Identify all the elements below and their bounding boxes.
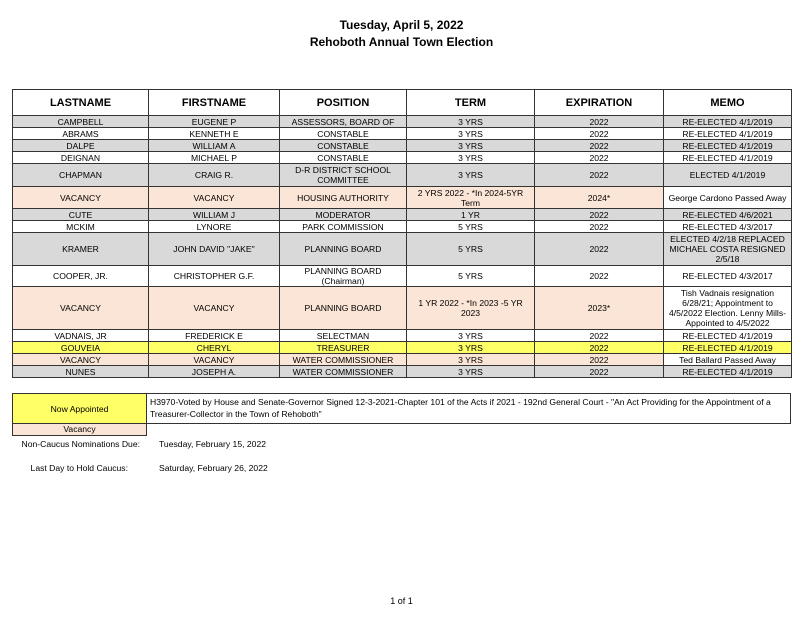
cell-position: PLANNING BOARD bbox=[280, 287, 407, 330]
col-header-firstname: FIRSTNAME bbox=[149, 90, 280, 116]
cell-term: 3 YRS bbox=[407, 140, 535, 152]
table-row bbox=[13, 164, 792, 187]
cell-term: 5 YRS bbox=[407, 221, 535, 233]
cell-lastname: ABRAMS bbox=[13, 128, 149, 140]
cell-firstname: VACANCY bbox=[149, 187, 280, 209]
cell-lastname: DALPE bbox=[13, 140, 149, 152]
cell-memo: Tish Vadnais resignation 6/28/21; Appointment to 4/5/2022 Election. Lenny Mills-Appointed to 4/5/2022 bbox=[664, 287, 792, 330]
cell-position: CONSTABLE bbox=[280, 140, 407, 152]
cell-term: 3 YRS bbox=[407, 164, 535, 187]
table-row bbox=[13, 187, 792, 209]
document-title: Tuesday, April 5, 2022 bbox=[339, 18, 464, 32]
cell-expiration: 2022 bbox=[535, 342, 664, 354]
cell-firstname: EUGENE P bbox=[149, 116, 280, 128]
cell-firstname: JOSEPH A. bbox=[149, 366, 280, 378]
cell-expiration: 2022 bbox=[535, 128, 664, 140]
cell-memo: RE-ELECTED 4/1/2019 bbox=[664, 116, 792, 128]
cell-position: PLANNING BOARD (Chairman) bbox=[280, 266, 407, 287]
cell-lastname: CUTE bbox=[13, 209, 149, 221]
cell-lastname: MCKIM bbox=[13, 221, 149, 233]
table-row bbox=[13, 354, 792, 366]
cell-lastname: DEIGNAN bbox=[13, 152, 149, 164]
cell-memo: ELECTED 4/1/2019 bbox=[664, 164, 792, 187]
cell-term: 3 YRS bbox=[407, 152, 535, 164]
cell-lastname: NUNES bbox=[13, 366, 149, 378]
cell-memo: RE-ELECTED 4/1/2019 bbox=[664, 140, 792, 152]
cell-memo: George Cardono Passed Away bbox=[664, 187, 792, 209]
table-header-row bbox=[13, 90, 792, 116]
caucus-date: Saturday, February 26, 2022 bbox=[159, 463, 268, 473]
cell-lastname: VACANCY bbox=[13, 287, 149, 330]
cell-firstname: WILLIAM J bbox=[149, 209, 280, 221]
election-table bbox=[12, 89, 792, 378]
cell-expiration: 2022 bbox=[535, 366, 664, 378]
cell-memo: RE-ELECTED 4/3/2017 bbox=[664, 266, 792, 287]
cell-expiration: 2022 bbox=[535, 221, 664, 233]
cell-position: PLANNING BOARD bbox=[280, 233, 407, 266]
table-row bbox=[13, 266, 792, 287]
cell-lastname: GOUVEIA bbox=[13, 342, 149, 354]
cell-firstname: VACANCY bbox=[149, 354, 280, 366]
cell-lastname: COOPER, JR. bbox=[13, 266, 149, 287]
cell-expiration: 2024* bbox=[535, 187, 664, 209]
cell-term: 5 YRS bbox=[407, 233, 535, 266]
cell-memo: RE-ELECTED 4/6/2021 bbox=[664, 209, 792, 221]
cell-lastname: KRAMER bbox=[13, 233, 149, 266]
cell-lastname: CHAPMAN bbox=[13, 164, 149, 187]
cell-expiration: 2022 bbox=[535, 266, 664, 287]
cell-term: 1 YR 2022 - *In 2023 -5 YR 2023 bbox=[407, 287, 535, 330]
cell-term: 3 YRS bbox=[407, 116, 535, 128]
cell-term: 2 YRS 2022 - *In 2024-5YR Term bbox=[407, 187, 535, 209]
table-row bbox=[13, 128, 792, 140]
table-row bbox=[13, 221, 792, 233]
table-row bbox=[13, 287, 792, 330]
cell-memo: Ted Ballard Passed Away bbox=[664, 354, 792, 366]
noncaucus-label: Non-Caucus Nominations Due: bbox=[21, 439, 140, 449]
now-appointed-legend: Now Appointed bbox=[12, 393, 147, 424]
table-row bbox=[13, 116, 792, 128]
cell-firstname: LYNORE bbox=[149, 221, 280, 233]
table-row bbox=[13, 342, 792, 354]
cell-memo: RE-ELECTED 4/1/2019 bbox=[664, 366, 792, 378]
cell-term: 3 YRS bbox=[407, 330, 535, 342]
cell-firstname: KENNETH E bbox=[149, 128, 280, 140]
cell-firstname: CRAIG R. bbox=[149, 164, 280, 187]
cell-term: 3 YRS bbox=[407, 354, 535, 366]
cell-expiration: 2022 bbox=[535, 354, 664, 366]
cell-firstname: CHERYL bbox=[149, 342, 280, 354]
cell-memo: RE-ELECTED 4/1/2019 bbox=[664, 128, 792, 140]
cell-memo: RE-ELECTED 4/1/2019 bbox=[664, 342, 792, 354]
cell-position: ASSESSORS, BOARD OF bbox=[280, 116, 407, 128]
cell-term: 1 YR bbox=[407, 209, 535, 221]
col-header-position: POSITION bbox=[280, 90, 407, 116]
cell-position: MODERATOR bbox=[280, 209, 407, 221]
vacancy-legend: Vacancy bbox=[12, 424, 147, 436]
cell-expiration: 2022 bbox=[535, 152, 664, 164]
cell-lastname: VACANCY bbox=[13, 187, 149, 209]
cell-firstname: JOHN DAVID "JAKE" bbox=[149, 233, 280, 266]
cell-position: TREASURER bbox=[280, 342, 407, 354]
table-row bbox=[13, 140, 792, 152]
cell-position: D-R DISTRICT SCHOOL COMMITTEE bbox=[280, 164, 407, 187]
cell-lastname: CAMPBELL bbox=[13, 116, 149, 128]
cell-firstname: VACANCY bbox=[149, 287, 280, 330]
document-subtitle: Rehoboth Annual Town Election bbox=[309, 35, 494, 49]
cell-position: CONSTABLE bbox=[280, 152, 407, 164]
table-row bbox=[13, 330, 792, 342]
caucus-label: Last Day to Hold Caucus: bbox=[30, 463, 128, 473]
table-row bbox=[13, 209, 792, 221]
cell-position: PARK COMMISSION bbox=[280, 221, 407, 233]
cell-term: 3 YRS bbox=[407, 128, 535, 140]
cell-position: WATER COMMISSIONER bbox=[280, 354, 407, 366]
cell-lastname: VADNAIS, JR bbox=[13, 330, 149, 342]
cell-firstname: MICHAEL P bbox=[149, 152, 280, 164]
cell-expiration: 2022 bbox=[535, 164, 664, 187]
cell-expiration: 2022 bbox=[535, 140, 664, 152]
cell-expiration: 2022 bbox=[535, 209, 664, 221]
col-header-lastname: LASTNAME bbox=[13, 90, 149, 116]
col-header-expiration: EXPIRATION bbox=[535, 90, 664, 116]
cell-firstname: FREDERICK E bbox=[149, 330, 280, 342]
cell-position: SELECTMAN bbox=[280, 330, 407, 342]
table-row bbox=[13, 233, 792, 266]
cell-position: HOUSING AUTHORITY bbox=[280, 187, 407, 209]
cell-term: 3 YRS bbox=[407, 342, 535, 354]
cell-expiration: 2022 bbox=[535, 330, 664, 342]
col-header-term: TERM bbox=[407, 90, 535, 116]
cell-lastname: VACANCY bbox=[13, 354, 149, 366]
col-header-memo: MEMO bbox=[664, 90, 792, 116]
cell-position: CONSTABLE bbox=[280, 128, 407, 140]
page-number: 1 of 1 bbox=[390, 596, 413, 606]
cell-memo: ELECTED 4/2/18 REPLACED MICHAEL COSTA RESIGNED 2/5/18 bbox=[664, 233, 792, 266]
cell-expiration: 2022 bbox=[535, 233, 664, 266]
table-row bbox=[13, 366, 792, 378]
cell-position: WATER COMMISSIONER bbox=[280, 366, 407, 378]
appointment-note: H3970-Voted by House and Senate-Governor Signed 12-3-2021-Chapter 101 of the Acts if 2021 - 192nd General Court - "An Act Providing for the Appointment of a Treasurer-Collector in the Town of Rehoboth" bbox=[147, 393, 791, 424]
cell-firstname: WILLIAM A bbox=[149, 140, 280, 152]
cell-term: 5 YRS bbox=[407, 266, 535, 287]
cell-expiration: 2023* bbox=[535, 287, 664, 330]
table-row bbox=[13, 152, 792, 164]
cell-memo: RE-ELECTED 4/1/2019 bbox=[664, 152, 792, 164]
cell-memo: RE-ELECTED 4/1/2019 bbox=[664, 330, 792, 342]
noncaucus-date: Tuesday, February 15, 2022 bbox=[159, 439, 267, 449]
cell-term: 3 YRS bbox=[407, 366, 535, 378]
cell-firstname: CHRISTOPHER G.F. bbox=[149, 266, 280, 287]
cell-memo: RE-ELECTED 4/3/2017 bbox=[664, 221, 792, 233]
cell-expiration: 2022 bbox=[535, 116, 664, 128]
